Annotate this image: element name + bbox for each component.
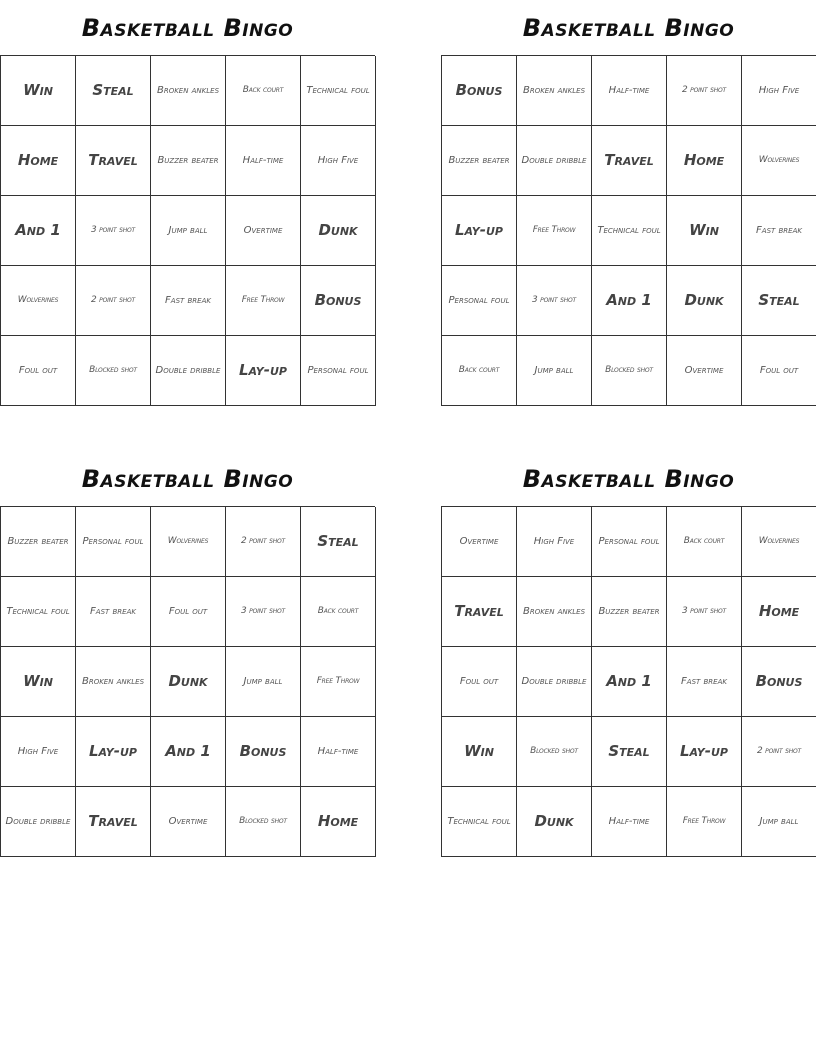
- bingo-cell: Half-time: [592, 56, 667, 126]
- bingo-cell: And 1: [592, 266, 667, 336]
- bingo-cell: High Five: [301, 126, 376, 196]
- bingo-cell: Fast break: [76, 577, 151, 647]
- bingo-cell: Wolverines: [151, 507, 226, 577]
- bingo-cell: Overtime: [442, 507, 517, 577]
- bingo-cell: Personal foul: [301, 336, 376, 406]
- bingo-cell: 2 point shot: [76, 266, 151, 336]
- bingo-grid: [0, 506, 375, 857]
- bingo-cell: Wolverines: [742, 507, 816, 577]
- bingo-cell: Overtime: [667, 336, 742, 406]
- bingo-cell: Broken ankles: [151, 56, 226, 126]
- bingo-cell: Lay-up: [667, 717, 742, 787]
- card-title: Basketball Bingo: [81, 13, 294, 42]
- bingo-cell: Buzzer beater: [151, 126, 226, 196]
- bingo-cell: Home: [1, 126, 76, 196]
- bingo-cell: Blocked shot: [226, 787, 301, 857]
- bingo-cell: Back court: [442, 336, 517, 406]
- bingo-cell: Free Throw: [226, 266, 301, 336]
- bingo-cell: Double dribble: [151, 336, 226, 406]
- bingo-cell: Overtime: [151, 787, 226, 857]
- bingo-cell: 2 point shot: [667, 56, 742, 126]
- bingo-cell: Foul out: [1, 336, 76, 406]
- bingo-cell: 3 point shot: [517, 266, 592, 336]
- bingo-cell: Lay-up: [76, 717, 151, 787]
- bingo-cell: Personal foul: [592, 507, 667, 577]
- bingo-cell: Blocked shot: [592, 336, 667, 406]
- bingo-cell: Half-time: [226, 126, 301, 196]
- bingo-cell: Back court: [301, 577, 376, 647]
- bingo-cell: Travel: [76, 787, 151, 857]
- bingo-cell: Travel: [76, 126, 151, 196]
- bingo-cell: Dunk: [151, 647, 226, 717]
- bingo-cell: High Five: [1, 717, 76, 787]
- bingo-cell: 2 point shot: [226, 507, 301, 577]
- bingo-cell: Buzzer beater: [1, 507, 76, 577]
- bingo-cell: Back court: [667, 507, 742, 577]
- bingo-cell: Jump ball: [517, 336, 592, 406]
- bingo-cell: Buzzer beater: [442, 126, 517, 196]
- bingo-cell: 3 point shot: [226, 577, 301, 647]
- card-title: Basketball Bingo: [522, 464, 735, 493]
- bingo-cell: Technical foul: [442, 787, 517, 857]
- bingo-cell: Half-time: [592, 787, 667, 857]
- bingo-cell: Foul out: [442, 647, 517, 717]
- bingo-cell: Free Throw: [517, 196, 592, 266]
- bingo-cell: Double dribble: [517, 126, 592, 196]
- bingo-cell: Steal: [592, 717, 667, 787]
- bingo-cell: Technical foul: [1, 577, 76, 647]
- bingo-cell: Buzzer beater: [592, 577, 667, 647]
- bingo-cell: Half-time: [301, 717, 376, 787]
- bingo-cell: Fast break: [151, 266, 226, 336]
- bingo-cell: And 1: [1, 196, 76, 266]
- bingo-grid: [0, 55, 375, 406]
- card-title: Basketball Bingo: [81, 464, 294, 493]
- bingo-cell: Lay-up: [442, 196, 517, 266]
- bingo-cell: Steal: [301, 507, 376, 577]
- bingo-cell: Foul out: [151, 577, 226, 647]
- bingo-cell: Win: [1, 647, 76, 717]
- bingo-cell: Home: [301, 787, 376, 857]
- bingo-cell: Fast break: [742, 196, 816, 266]
- bingo-card-2: [441, 0, 816, 406]
- bingo-cell: Double dribble: [1, 787, 76, 857]
- bingo-grid: [441, 55, 816, 406]
- bingo-cell: Lay-up: [226, 336, 301, 406]
- bingo-cell: Home: [667, 126, 742, 196]
- bingo-cell: Bonus: [301, 266, 376, 336]
- bingo-cell: 3 point shot: [76, 196, 151, 266]
- bingo-cell: Overtime: [226, 196, 301, 266]
- bingo-cell: Jump ball: [742, 787, 816, 857]
- bingo-cell: Jump ball: [151, 196, 226, 266]
- bingo-card-4: [441, 451, 816, 857]
- bingo-cell: Wolverines: [1, 266, 76, 336]
- bingo-cell: Dunk: [517, 787, 592, 857]
- bingo-cell: Bonus: [742, 647, 816, 717]
- bingo-cell: High Five: [742, 56, 816, 126]
- bingo-cell: Travel: [592, 126, 667, 196]
- bingo-cell: Travel: [442, 577, 517, 647]
- bingo-cell: Personal foul: [76, 507, 151, 577]
- bingo-cell: Dunk: [301, 196, 376, 266]
- card-title: Basketball Bingo: [522, 13, 735, 42]
- bingo-cell: Win: [667, 196, 742, 266]
- bingo-cell: Blocked shot: [76, 336, 151, 406]
- bingo-card-3: [0, 451, 375, 857]
- bingo-grid: [441, 506, 816, 857]
- bingo-cell: Steal: [742, 266, 816, 336]
- bingo-cell: Double dribble: [517, 647, 592, 717]
- bingo-cell: Wolverines: [742, 126, 816, 196]
- bingo-cell: Broken ankles: [517, 577, 592, 647]
- bingo-cell: Back court: [226, 56, 301, 126]
- bingo-cell: Fast break: [667, 647, 742, 717]
- bingo-cell: Steal: [76, 56, 151, 126]
- bingo-cell: Jump ball: [226, 647, 301, 717]
- bingo-cell: And 1: [151, 717, 226, 787]
- bingo-cell: Bonus: [226, 717, 301, 787]
- bingo-cell: 2 point shot: [742, 717, 816, 787]
- bingo-cell: Blocked shot: [517, 717, 592, 787]
- bingo-cell: Technical foul: [301, 56, 376, 126]
- bingo-cell: Bonus: [442, 56, 517, 126]
- bingo-cell: Personal foul: [442, 266, 517, 336]
- bingo-cell: Broken ankles: [76, 647, 151, 717]
- bingo-card-1: [0, 0, 375, 406]
- bingo-cell: And 1: [592, 647, 667, 717]
- bingo-cell: Free Throw: [301, 647, 376, 717]
- bingo-cell: 3 point shot: [667, 577, 742, 647]
- bingo-cell: Foul out: [742, 336, 816, 406]
- bingo-cell: Win: [442, 717, 517, 787]
- bingo-cell: Broken ankles: [517, 56, 592, 126]
- bingo-cell: High Five: [517, 507, 592, 577]
- bingo-cell: Dunk: [667, 266, 742, 336]
- bingo-cell: Free Throw: [667, 787, 742, 857]
- bingo-cell: Technical foul: [592, 196, 667, 266]
- bingo-cell: Win: [1, 56, 76, 126]
- bingo-cell: Home: [742, 577, 816, 647]
